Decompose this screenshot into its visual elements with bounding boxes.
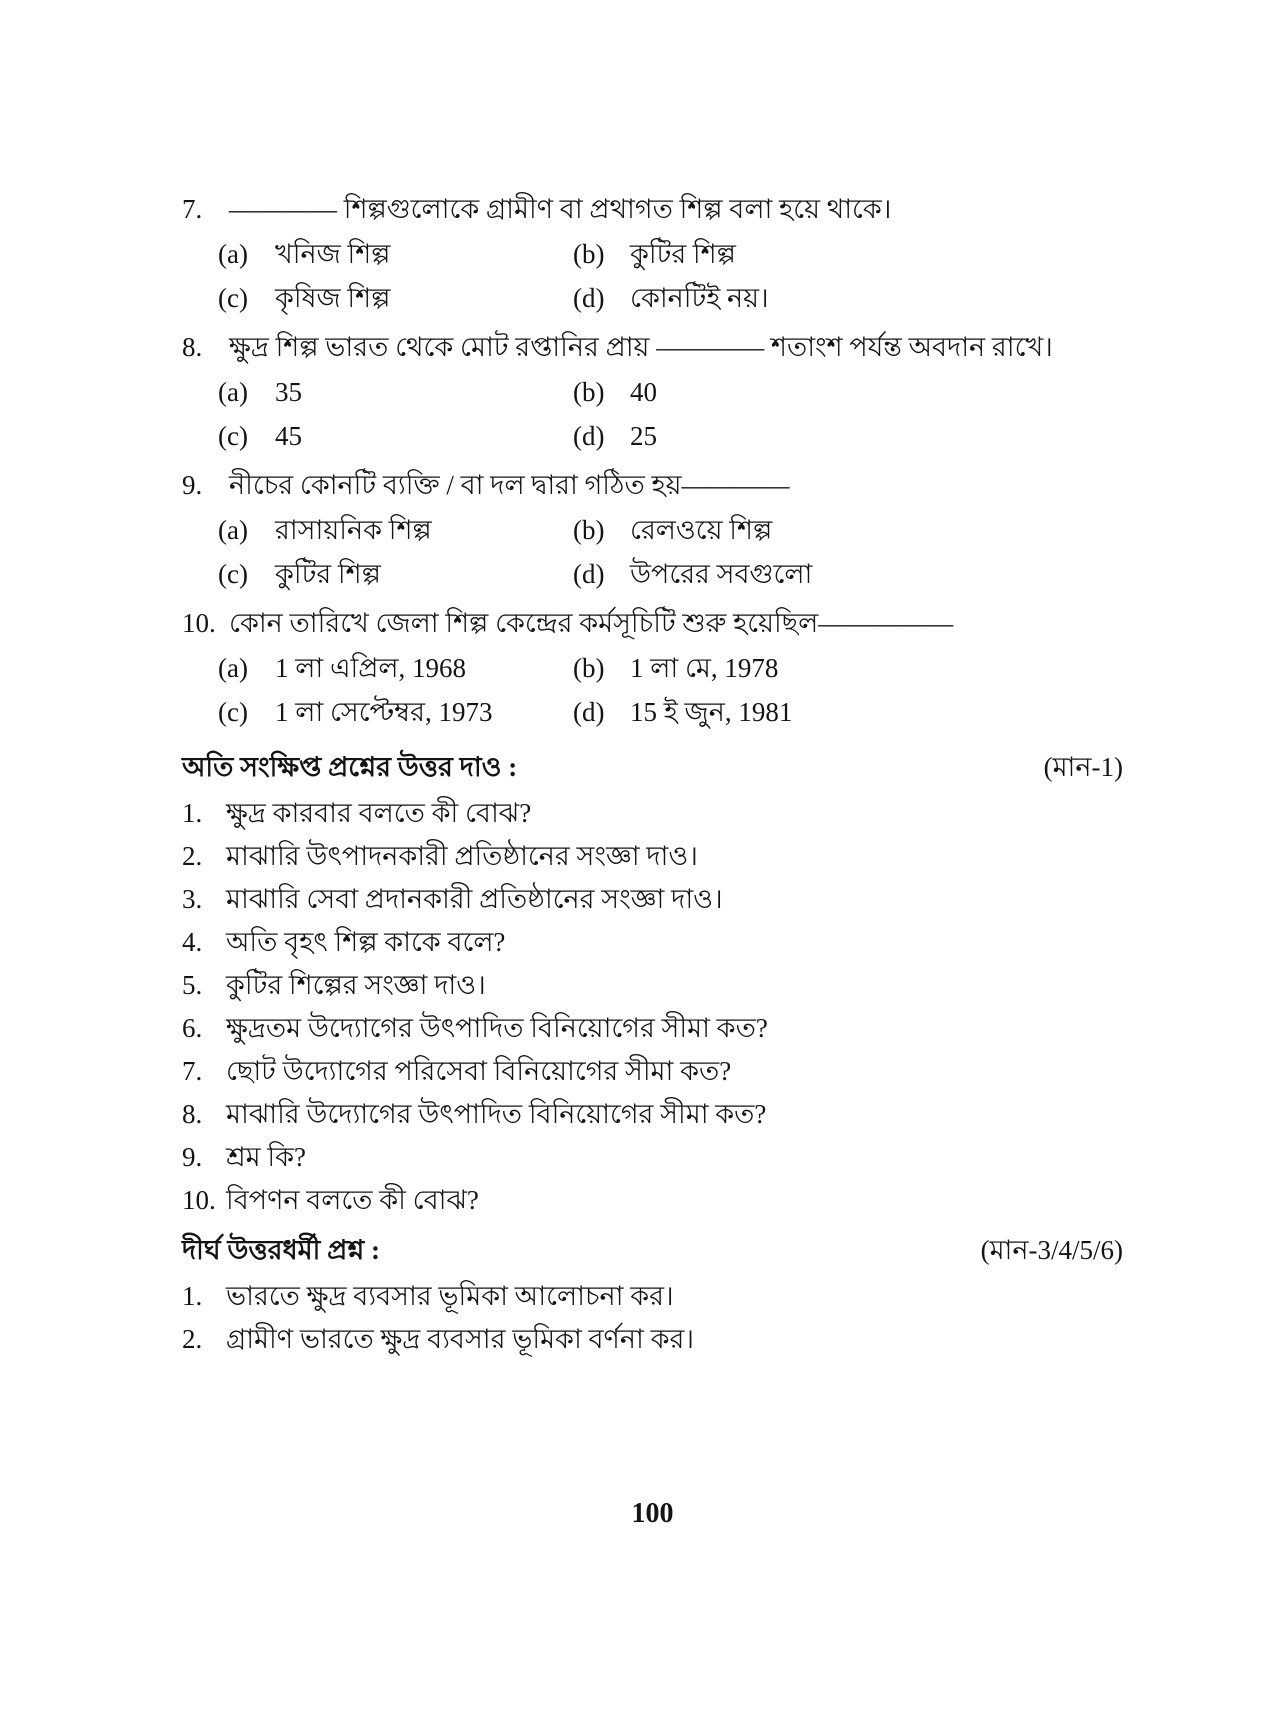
question-text: ক্ষুদ্রতম উদ্যোগের উৎপাদিত বিনিয়োগের সীমা কত? [226,1013,768,1043]
options-grid [182,232,1123,320]
short-question [182,1011,1123,1045]
question-line [182,192,1123,226]
question-text: কুটির শিল্পের সংজ্ঞা দাও। [226,970,486,1000]
question-text: গ্রামীণ ভারতে ক্ষুদ্র ব্যবসার ভূমিকা বর্ণনা কর। [226,1324,694,1354]
option-c [218,552,573,596]
mcq-question-8 [182,330,1123,458]
option-text: 1 লা মে, 1978 [630,653,779,683]
option-text: 45 [275,421,302,451]
option-d [573,552,1123,596]
option-text: খনিজ শিল্প [275,239,391,269]
question-text: ভারতে ক্ষুদ্র ব্যবসার ভূমিকা আলোচনা কর। [226,1281,674,1311]
question-text: অতি বৃহৎ শিল্প কাকে বলে? [226,927,506,957]
question-number: 8. [182,1099,203,1129]
question-number: 7. [182,1056,203,1086]
option-text: 15 ই জুন, 1981 [630,697,793,727]
option-text: উপরের সবগুলো [630,559,813,589]
question-number: 10. [182,608,216,638]
option-b [573,508,1123,552]
option-text: কোনটিই নয়। [630,283,769,313]
question-number: 7. [182,194,203,224]
page-number: 100 [631,1498,674,1529]
option-a [218,646,573,690]
option-label: (a) [218,653,248,683]
option-text: কুটির শিল্প [630,239,736,269]
mcq-question-7 [182,192,1123,320]
question-line [182,468,1123,502]
option-b [573,370,1123,414]
question-number: 1. [182,798,203,828]
question-number: 4. [182,927,203,957]
option-label: (a) [218,239,248,269]
option-c [218,276,573,320]
options-grid [182,370,1123,458]
short-question [182,1140,1123,1174]
options-grid [182,508,1123,596]
short-question [182,1183,1123,1217]
question-text: শ্রম কি? [226,1142,306,1172]
option-text: 1 লা সেপ্টেম্বর, 1973 [275,697,493,727]
option-a [218,232,573,276]
question-number: 2. [182,841,203,871]
option-label: (b) [573,653,605,683]
question-text: ক্ষুদ্র কারবার বলতে কী বোঝ? [226,798,532,828]
short-question [182,1097,1123,1131]
option-c [218,690,573,734]
page-content [182,192,1123,1365]
option-text: রেলওয়ে শিল্প [630,515,773,545]
section-heading-text: দীর্ঘ উত্তরধর্মী প্রশ্ন : [182,1235,381,1265]
mcq-question-10 [182,606,1123,734]
option-label: (b) [573,377,605,407]
long-question [182,1322,1123,1356]
section-heading-text: অতি সংক্ষিপ্ত প্রশ্নের উত্তর দাও : [182,752,518,782]
option-label: (c) [218,697,248,727]
short-answer-section-heading [182,750,1123,784]
option-text: 35 [275,377,302,407]
option-text: কুটির শিল্প [275,559,381,589]
question-number: 9. [182,470,203,500]
question-text: ছোট উদ্যোগের পরিসেবা বিনিয়োগের সীমা কত? [226,1056,732,1086]
question-number: 9. [182,1142,203,1172]
short-answer-list [182,796,1123,1217]
question-number: 5. [182,970,203,1000]
option-text: 40 [630,377,657,407]
mcq-question-9 [182,468,1123,596]
option-text: 1 লা এপ্রিল, 1968 [275,653,466,683]
long-answer-section-heading [182,1233,1123,1267]
option-d [573,276,1123,320]
question-line [182,330,1123,364]
question-number: 3. [182,884,203,914]
long-answer-list [182,1279,1123,1356]
question-number: 1. [182,1281,203,1311]
option-label: (d) [573,559,605,589]
option-label: (b) [573,515,605,545]
option-label: (c) [218,559,248,589]
option-d [573,414,1123,458]
question-text: বিপণন বলতে কী বোঝ? [226,1185,479,1215]
option-b [573,232,1123,276]
option-d [573,690,1123,734]
option-label: (a) [218,377,248,407]
options-grid [182,646,1123,734]
option-label: (b) [573,239,605,269]
question-text: মাঝারি উদ্যোগের উৎপাদিত বিনিয়োগের সীমা কত? [226,1099,767,1129]
option-a [218,508,573,552]
question-number: 2. [182,1324,203,1354]
option-c [218,414,573,458]
short-question [182,839,1123,873]
question-number: 6. [182,1013,203,1043]
long-question [182,1279,1123,1313]
option-a [218,370,573,414]
question-number: 10. [182,1185,216,1215]
option-text: 25 [630,421,657,451]
option-label: (c) [218,283,248,313]
question-text: ———— শিল্পগুলোকে গ্রামীণ বা প্রথাগত শিল্প বলা হয়ে থাকে। [229,194,892,224]
question-line [182,606,1123,640]
option-label: (d) [573,697,605,727]
section-marks: (মান-3/4/5/6) [980,1235,1123,1265]
short-question [182,925,1123,959]
short-question [182,1054,1123,1088]
question-number: 8. [182,332,203,362]
option-label: (a) [218,515,248,545]
option-text: রাসায়নিক শিল্প [275,515,432,545]
option-label: (d) [573,421,605,451]
option-text: কৃষিজ শিল্প [275,283,391,313]
option-label: (d) [573,283,605,313]
short-question [182,882,1123,916]
option-label: (c) [218,421,248,451]
short-question [182,968,1123,1002]
question-text: ক্ষুদ্র শিল্প ভারত থেকে মোট রপ্তানির প্রায় ———— শতাংশ পর্যন্ত অবদান রাখে। [229,332,1053,362]
question-text: কোন তারিখে জেলা শিল্প কেন্দ্রের কর্মসূচিটি শুরু হয়েছিল————— [229,608,954,638]
section-marks: (মান-1) [1043,752,1123,782]
question-text: মাঝারি উৎপাদনকারী প্রতিষ্ঠানের সংজ্ঞা দাও। [226,841,698,871]
option-b [573,646,1123,690]
short-question [182,796,1123,830]
question-text: নীচের কোনটি ব্যক্তি / বা দল দ্বারা গঠিত হয়———— [229,470,790,500]
question-text: মাঝারি সেবা প্রদানকারী প্রতিষ্ঠানের সংজ্ঞা দাও। [226,884,723,914]
